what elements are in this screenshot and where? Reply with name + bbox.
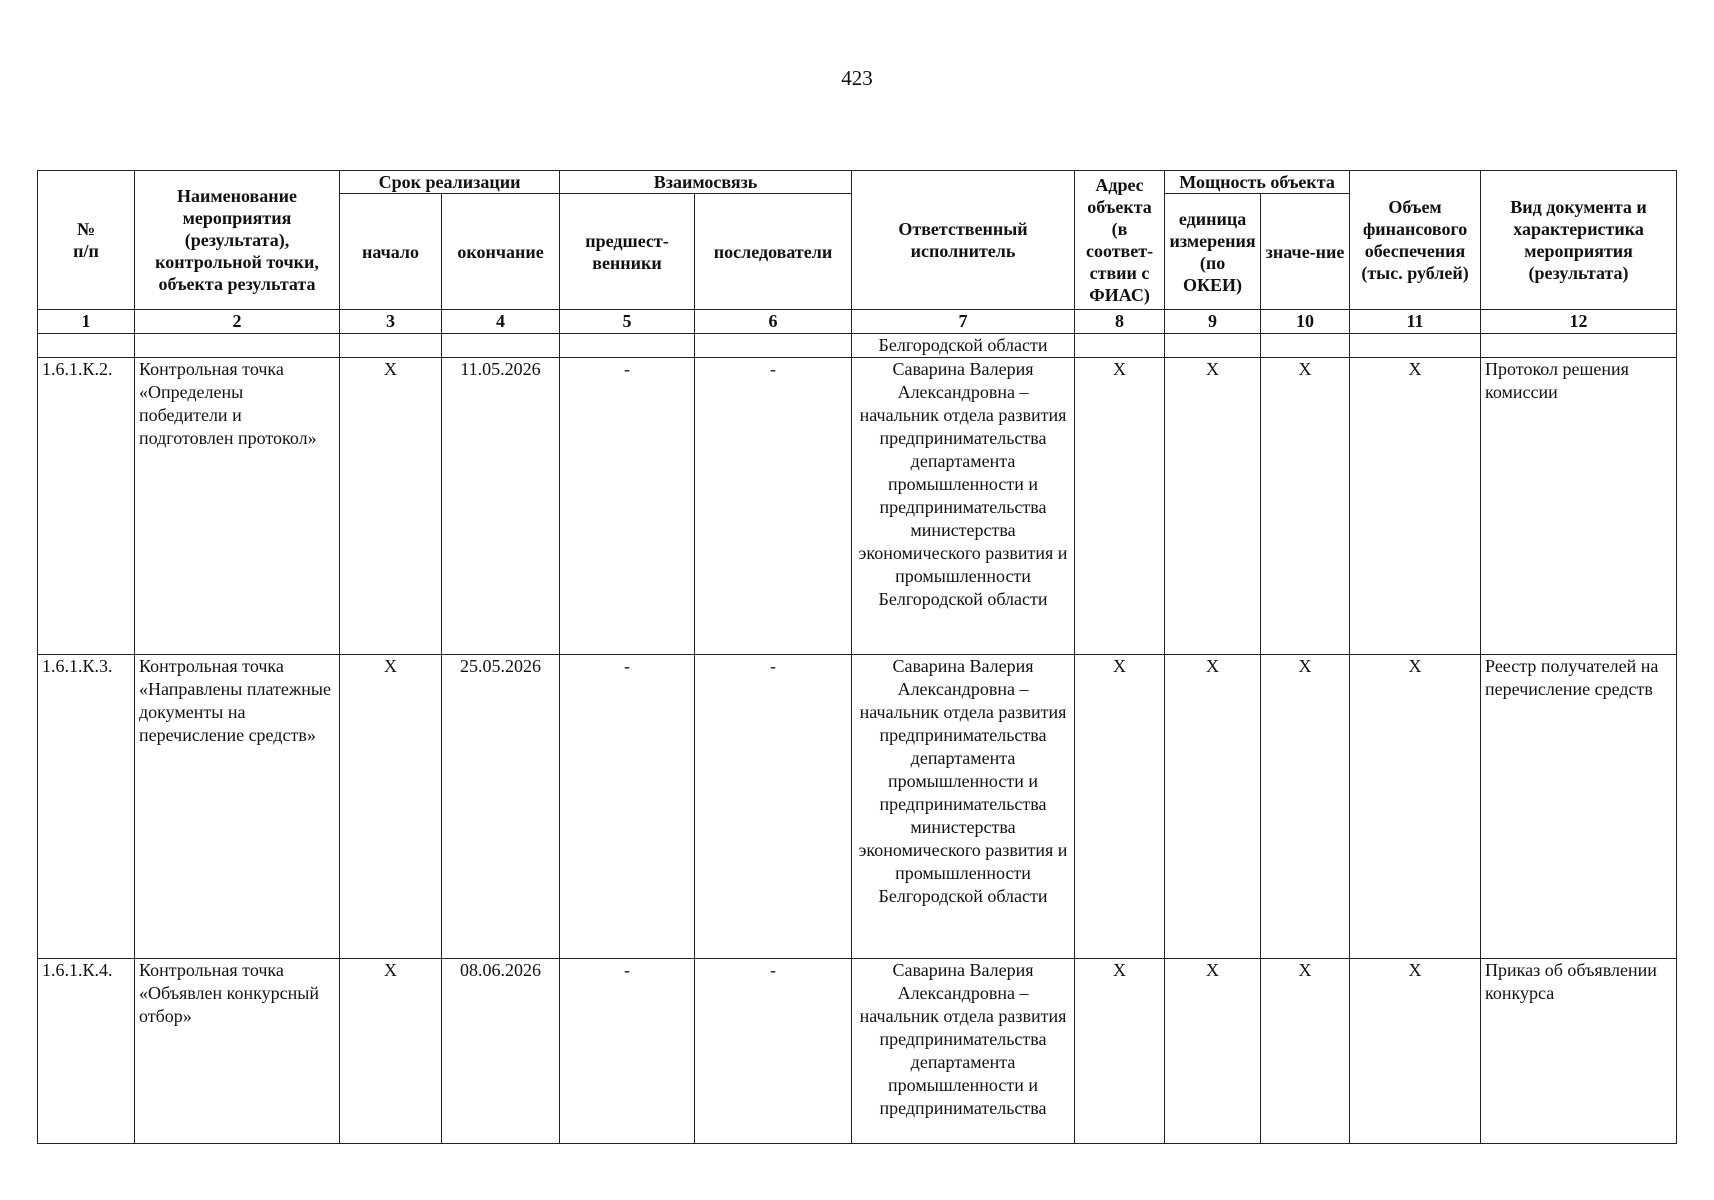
continuation-row bbox=[38, 334, 1677, 358]
row-name: Контрольная точка «Определены победители и подготовлен протокол» bbox=[135, 358, 340, 655]
header-name: Наименование мероприятия (результата), контрольной точки, объекта результата bbox=[135, 171, 340, 310]
column-number: 9 bbox=[1165, 310, 1261, 334]
column-number: 11 bbox=[1350, 310, 1481, 334]
row-value: Х bbox=[1261, 655, 1350, 959]
column-number: 4 bbox=[442, 310, 560, 334]
row-start: Х bbox=[340, 959, 442, 1144]
header-start: начало bbox=[340, 194, 442, 310]
column-number: 6 bbox=[695, 310, 852, 334]
page-number: 423 bbox=[841, 66, 873, 90]
row-unit: Х bbox=[1165, 655, 1261, 959]
header-document: Вид документа и характеристика мероприятия (результата) bbox=[1481, 171, 1677, 310]
column-number: 12 bbox=[1481, 310, 1677, 334]
row-unit: Х bbox=[1165, 959, 1261, 1144]
header-successors: последователи bbox=[695, 194, 852, 310]
row-unit: Х bbox=[1165, 358, 1261, 655]
row-responsible: Саварина Валерия Александровна – начальник отдела развития предпринимательства департамента промышленности и предпринимательства министерства экономического развития и промышленности Белгородской области bbox=[852, 655, 1075, 959]
row-end: 08.06.2026 bbox=[442, 959, 560, 1144]
column-number: 1 bbox=[38, 310, 135, 334]
row-document: Приказ об объявлении конкурса bbox=[1481, 959, 1677, 1144]
row-code: 1.6.1.К.2. bbox=[38, 358, 135, 655]
row-predecessors: - bbox=[560, 959, 695, 1144]
column-number: 8 bbox=[1075, 310, 1165, 334]
row-successors: - bbox=[695, 959, 852, 1144]
row-code: 1.6.1.К.3. bbox=[38, 655, 135, 959]
header-end: окончание bbox=[442, 194, 560, 310]
row-successors: - bbox=[695, 358, 852, 655]
table-row bbox=[38, 655, 1677, 959]
row-name: Контрольная точка «Направлены платежные документы на перечисление средств» bbox=[135, 655, 340, 959]
row-responsible: Саварина Валерия Александровна – начальник отдела развития предпринимательства департамента промышленности и предпринимательства министерства экономического развития и промышленности Белгородской области bbox=[852, 358, 1075, 655]
row-end: 25.05.2026 bbox=[442, 655, 560, 959]
row-finance: Х bbox=[1350, 655, 1481, 959]
header-finance: Объем финансового обеспечения (тыс. рублей) bbox=[1350, 171, 1481, 310]
activities-table bbox=[37, 170, 1677, 1144]
header-address: Адрес объекта (в соответ-ствии с ФИАС) bbox=[1075, 171, 1165, 310]
row-value: Х bbox=[1261, 358, 1350, 655]
table-row bbox=[38, 358, 1677, 655]
row-name: Контрольная точка «Объявлен конкурсный отбор» bbox=[135, 959, 340, 1144]
row-predecessors: - bbox=[560, 655, 695, 959]
row-finance: Х bbox=[1350, 358, 1481, 655]
row-address: Х bbox=[1075, 959, 1165, 1144]
column-number: 10 bbox=[1261, 310, 1350, 334]
continuation-text: Белгородской области bbox=[852, 334, 1075, 358]
row-responsible: Саварина Валерия Александровна – начальник отдела развития предпринимательства департамента промышленности и предпринимательства bbox=[852, 959, 1075, 1144]
header-num: № п/п bbox=[38, 171, 135, 310]
row-address: Х bbox=[1075, 655, 1165, 959]
row-start: Х bbox=[340, 655, 442, 959]
column-number: 3 bbox=[340, 310, 442, 334]
row-predecessors: - bbox=[560, 358, 695, 655]
row-document: Реестр получателей на перечисление средств bbox=[1481, 655, 1677, 959]
header-term-group: Срок реализации bbox=[340, 171, 560, 194]
row-finance: Х bbox=[1350, 959, 1481, 1144]
table-row bbox=[38, 959, 1677, 1144]
row-code: 1.6.1.К.4. bbox=[38, 959, 135, 1144]
column-numbers-row bbox=[38, 310, 1677, 334]
header-unit: единица измерения (по ОКЕИ) bbox=[1165, 194, 1261, 310]
row-value: Х bbox=[1261, 959, 1350, 1144]
header-responsible: Ответственный исполнитель bbox=[852, 171, 1075, 310]
header-capacity-group: Мощность объекта bbox=[1165, 171, 1350, 194]
column-number: 5 bbox=[560, 310, 695, 334]
column-number: 7 bbox=[852, 310, 1075, 334]
header-value: значе-ние bbox=[1261, 194, 1350, 310]
header-link-group: Взаимосвязь bbox=[560, 171, 852, 194]
row-address: Х bbox=[1075, 358, 1165, 655]
row-start: Х bbox=[340, 358, 442, 655]
header-predecessors: предшест-венники bbox=[560, 194, 695, 310]
column-number: 2 bbox=[135, 310, 340, 334]
row-document: Протокол решения комиссии bbox=[1481, 358, 1677, 655]
row-end: 11.05.2026 bbox=[442, 358, 560, 655]
row-successors: - bbox=[695, 655, 852, 959]
